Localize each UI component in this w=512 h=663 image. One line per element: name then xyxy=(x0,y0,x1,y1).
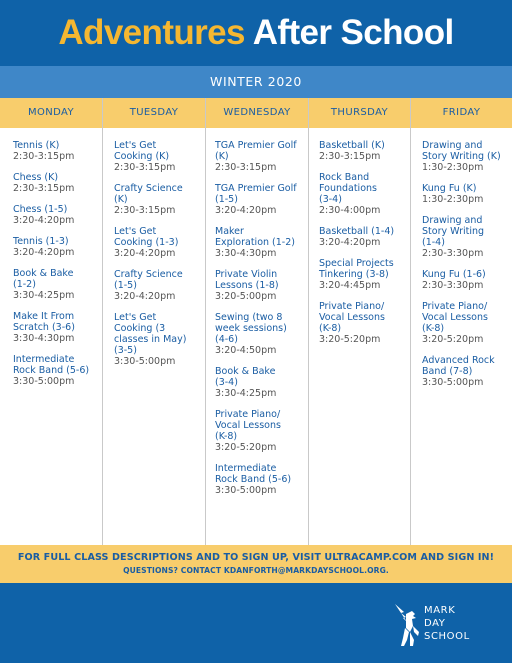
class-name: Drawing and Story Writing (1-4) xyxy=(422,215,485,248)
class-time: 3:20-4:20pm xyxy=(13,247,75,258)
class-time: 2:30-3:15pm xyxy=(13,183,75,194)
column-tuesday xyxy=(114,128,204,545)
class-name: Intermediate Rock Band (5-6) xyxy=(13,354,90,376)
class-entry xyxy=(215,409,307,453)
class-time: 3:30-4:25pm xyxy=(13,290,75,301)
header-banner xyxy=(0,0,512,66)
class-time: 3:30-5:00pm xyxy=(13,376,75,387)
title-part-adventures: Adventures xyxy=(58,13,245,52)
class-name: Let's Get Cooking (1-3) xyxy=(114,226,179,248)
class-time: 2:30-3:15pm xyxy=(319,151,381,162)
class-name: Tennis (K) xyxy=(13,140,60,151)
class-entry xyxy=(422,301,511,345)
class-time: 2:30-3:15pm xyxy=(215,162,277,173)
class-time: 3:20-5:20pm xyxy=(319,334,381,345)
day-header-tuesday: TUESDAY xyxy=(129,107,179,118)
season-label: WINTER 2020 xyxy=(0,66,512,98)
footer-banner xyxy=(0,545,512,583)
class-entry xyxy=(215,226,307,259)
column-thursday xyxy=(319,128,409,545)
class-time: 1:30-2:30pm xyxy=(422,162,484,173)
class-name: Chess (K) xyxy=(13,172,59,183)
class-entry xyxy=(13,311,101,344)
class-time: 2:30-3:30pm xyxy=(422,248,484,259)
class-entry xyxy=(319,140,409,162)
class-entry xyxy=(215,269,307,302)
class-name: Sewing (two 8 week sessions) (4-6) xyxy=(215,312,287,345)
class-time: 2:30-3:15pm xyxy=(13,151,75,162)
class-time: 3:20-5:00pm xyxy=(215,291,277,302)
class-entry xyxy=(13,354,101,387)
signup-instructions: FOR FULL CLASS DESCRIPTIONS AND TO SIGN UP, VISIT ULTRACAMP.COM AND SIGN IN! xyxy=(17,552,495,563)
class-entry xyxy=(422,269,511,291)
class-time: 3:30-4:25pm xyxy=(215,388,277,399)
class-entry xyxy=(319,172,409,216)
class-name: Basketball (1-4) xyxy=(319,226,395,237)
class-name: TGA Premier Golf (K) xyxy=(215,140,297,162)
class-name: Basketball (K) xyxy=(319,140,385,151)
class-name: Private Piano/ Vocal Lessons (K-8) xyxy=(319,301,385,334)
day-header-row xyxy=(0,98,512,128)
class-time: 3:20-5:20pm xyxy=(422,334,484,345)
class-name: Special Projects Tinkering (3-8) xyxy=(319,258,394,280)
class-name: Rock Band Foundations (3-4) xyxy=(319,172,377,205)
class-entry xyxy=(114,226,204,259)
class-name: Maker Exploration (1-2) xyxy=(215,226,295,248)
class-entry xyxy=(13,268,101,301)
class-entry xyxy=(319,226,409,248)
class-name: TGA Premier Golf (1-5) xyxy=(215,183,297,205)
contact-info: QUESTIONS? CONTACT KDANFORTH@MARKDAYSCHOOL.ORG. xyxy=(123,566,389,575)
class-entry xyxy=(422,183,511,205)
class-entry xyxy=(114,269,204,302)
class-name: Chess (1-5) xyxy=(13,204,68,215)
class-entry xyxy=(114,183,204,216)
class-time: 3:30-5:00pm xyxy=(215,485,277,496)
class-name: Make It From Scratch (3-6) xyxy=(13,311,75,333)
class-name: Advanced Rock Band (7-8) xyxy=(422,355,495,377)
class-name: Intermediate Rock Band (5-6) xyxy=(215,463,292,485)
class-name: Let's Get Cooking (3 classes in May) (3-5) xyxy=(114,312,187,356)
class-time: 3:20-4:20pm xyxy=(215,205,277,216)
class-entry xyxy=(215,463,307,496)
class-time: 2:30-3:30pm xyxy=(422,280,484,291)
class-name: Crafty Science (1-5) xyxy=(114,269,183,291)
class-time: 3:20-5:20pm xyxy=(215,442,277,453)
class-entry xyxy=(215,183,307,216)
title-part-after-school: After School xyxy=(252,13,454,52)
column-monday xyxy=(13,128,101,545)
class-entry xyxy=(422,215,511,259)
class-entry xyxy=(319,301,409,345)
class-time: 3:30-5:00pm xyxy=(422,377,484,388)
class-entry xyxy=(215,366,307,399)
schedule-grid xyxy=(0,128,512,545)
class-entry xyxy=(215,140,307,173)
class-time: 2:30-3:15pm xyxy=(114,162,176,173)
class-time: 3:30-4:30pm xyxy=(13,333,75,344)
column-wednesday xyxy=(215,128,307,545)
page-title xyxy=(58,14,453,52)
logo-word-school: SCHOOL xyxy=(424,631,470,642)
class-entry xyxy=(422,140,511,173)
griffin-logo-icon xyxy=(392,602,422,648)
class-name: Book & Bake (3-4) xyxy=(215,366,276,388)
class-time: 3:20-4:20pm xyxy=(13,215,75,226)
class-time: 3:20-4:45pm xyxy=(319,280,381,291)
logo-word-day: DAY xyxy=(424,618,446,629)
class-entry xyxy=(13,236,101,258)
day-header-friday: FRIDAY xyxy=(442,107,481,118)
class-entry xyxy=(319,258,409,291)
class-entry xyxy=(114,312,204,367)
class-time: 2:30-4:00pm xyxy=(319,205,381,216)
class-name: Kung Fu (1-6) xyxy=(422,269,486,280)
day-header-thursday: THURSDAY xyxy=(330,107,389,118)
class-name: Private Violin Lessons (1-8) xyxy=(215,269,279,291)
class-name: Book & Bake (1-2) xyxy=(13,268,74,290)
class-entry xyxy=(422,355,511,388)
class-name: Private Piano/ Vocal Lessons (K-8) xyxy=(215,409,281,442)
class-name: Crafty Science (K) xyxy=(114,183,183,205)
class-name: Let's Get Cooking (K) xyxy=(114,140,170,162)
class-name: Private Piano/ Vocal Lessons (K-8) xyxy=(422,301,488,334)
class-time: 3:20-4:50pm xyxy=(215,345,277,356)
school-logo-text xyxy=(424,604,470,643)
class-entry xyxy=(13,140,101,162)
class-time: 3:30-5:00pm xyxy=(114,356,176,367)
class-name: Kung Fu (K) xyxy=(422,183,477,194)
class-time: 3:20-4:20pm xyxy=(114,291,176,302)
class-entry xyxy=(13,204,101,226)
class-name: Tennis (1-3) xyxy=(13,236,69,247)
class-time: 1:30-2:30pm xyxy=(422,194,484,205)
class-time: 2:30-3:15pm xyxy=(114,205,176,216)
class-entry xyxy=(13,172,101,194)
day-header-monday: MONDAY xyxy=(27,107,75,118)
class-name: Drawing and Story Writing (K) xyxy=(422,140,501,162)
class-time: 3:30-4:30pm xyxy=(215,248,277,259)
column-friday xyxy=(422,128,511,545)
day-header-wednesday: WEDNESDAY xyxy=(223,107,291,118)
class-time: 3:20-4:20pm xyxy=(114,248,176,259)
class-time: 3:20-4:20pm xyxy=(319,237,381,248)
class-entry xyxy=(215,312,307,356)
logo-word-mark: MARK xyxy=(424,605,456,616)
class-entry xyxy=(114,140,204,173)
